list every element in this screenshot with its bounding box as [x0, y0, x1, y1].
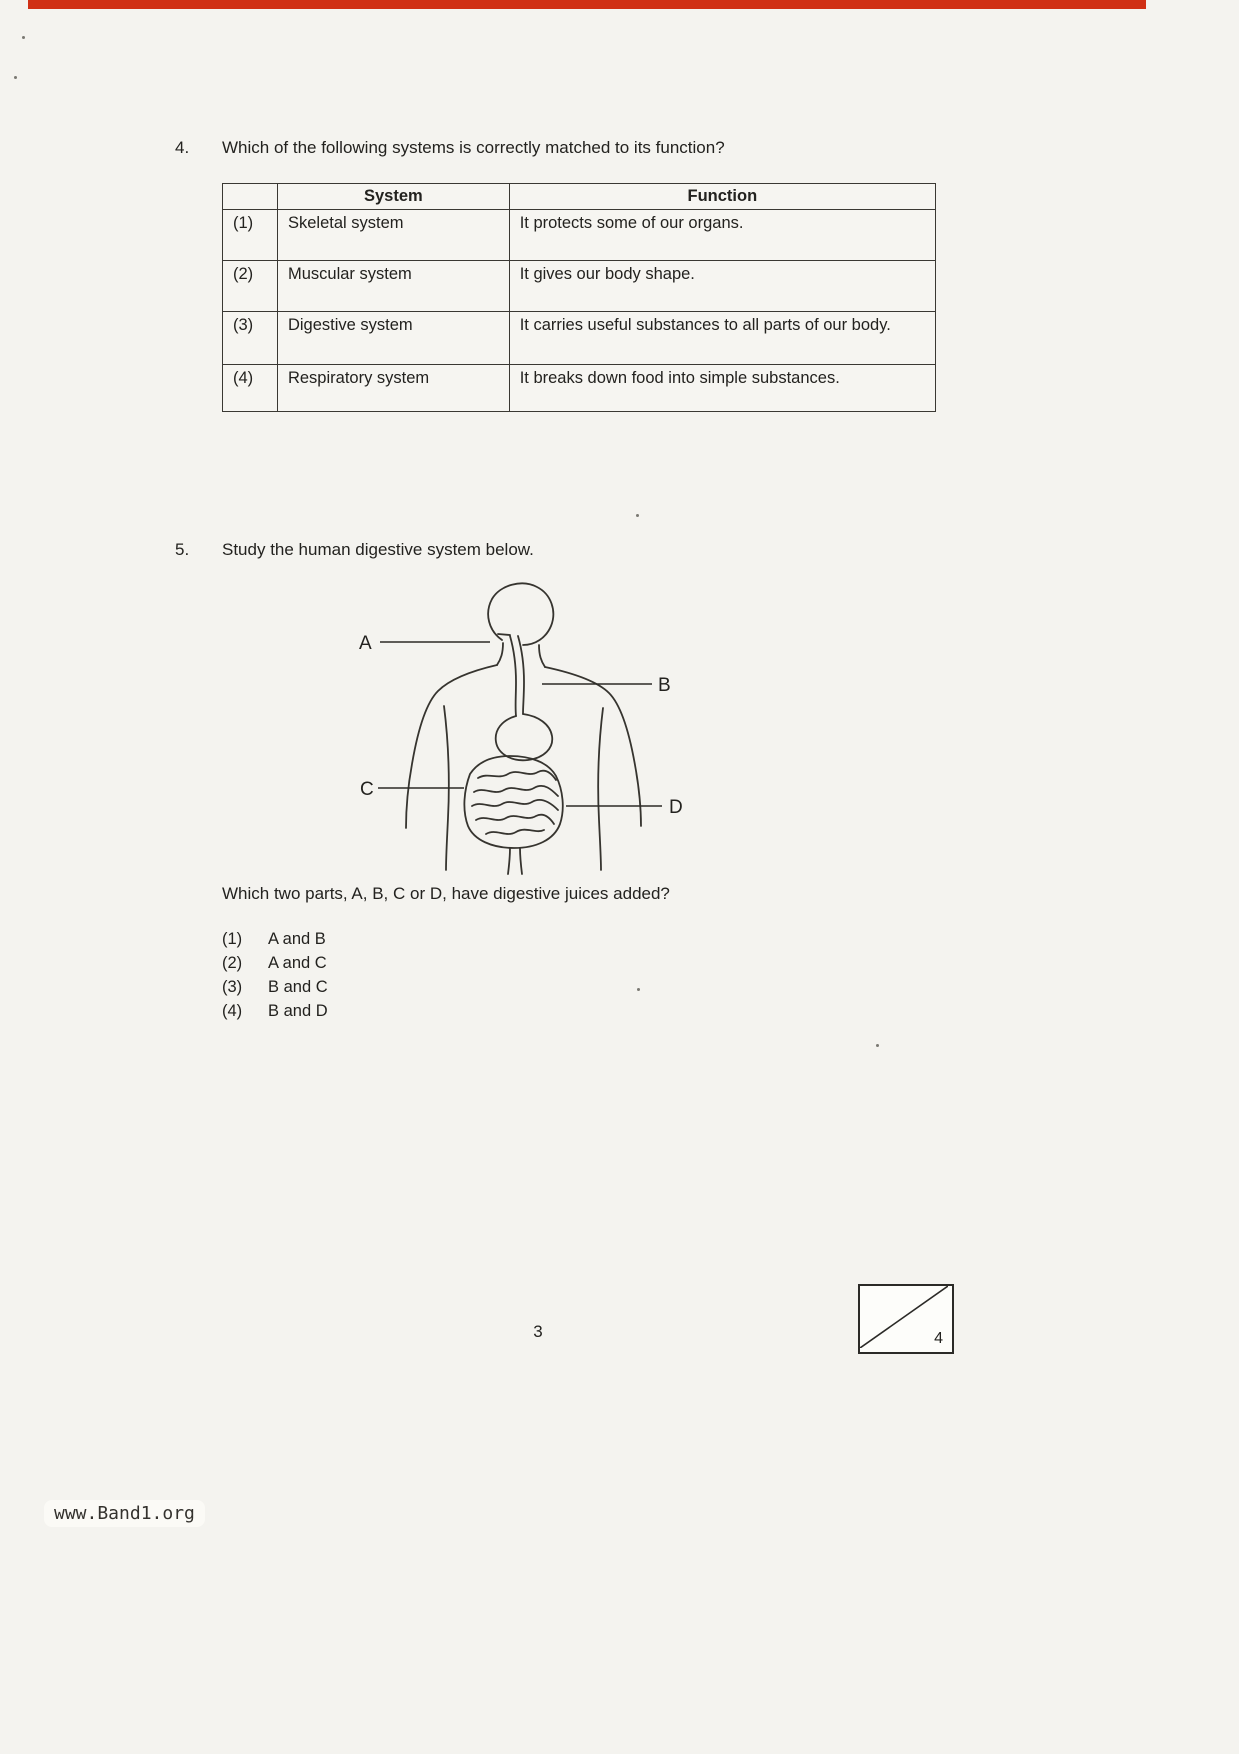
row-option: (2)	[223, 261, 278, 312]
digestive-system-diagram	[352, 578, 688, 878]
row-option: (4)	[223, 365, 278, 412]
question-4-text: Which of the following systems is correctly matched to its function?	[222, 138, 725, 157]
table-header-row	[223, 184, 936, 210]
marks-box-value: 4	[934, 1330, 943, 1347]
option-text: A and B	[268, 930, 326, 948]
option-row	[222, 1002, 328, 1021]
row-system: Muscular system	[277, 261, 509, 312]
option-text: B and D	[268, 1002, 328, 1020]
row-system: Digestive system	[277, 312, 509, 365]
question-5-text: Which two parts, A, B, C or D, have digestive juices added?	[222, 884, 670, 903]
scan-speck	[637, 988, 640, 991]
diagram-label-b: B	[658, 675, 671, 696]
header-function: Function	[509, 184, 935, 210]
question-5-options	[222, 930, 328, 1026]
option-number: (2)	[222, 954, 243, 972]
diagram-label-d: D	[669, 797, 683, 818]
table-row	[223, 365, 936, 412]
row-function: It gives our body shape.	[509, 261, 935, 312]
option-row	[222, 930, 328, 949]
system-function-table	[222, 183, 936, 412]
table-row	[223, 261, 936, 312]
question-4	[175, 138, 725, 158]
question-4-number: 4.	[175, 138, 190, 157]
row-function: It carries useful substances to all parts of our body.	[509, 312, 935, 365]
scan-edge-strip	[28, 0, 1146, 9]
option-text: B and C	[268, 978, 328, 996]
row-system: Respiratory system	[277, 365, 509, 412]
diagram-label-a: A	[359, 633, 372, 654]
row-option: (1)	[223, 210, 278, 261]
scan-speck	[22, 36, 25, 39]
page-number: 3	[533, 1322, 543, 1341]
option-text: A and C	[268, 954, 327, 972]
diagram-label-c: C	[360, 779, 374, 800]
scan-speck	[636, 514, 639, 517]
row-option: (3)	[223, 312, 278, 365]
row-system: Skeletal system	[277, 210, 509, 261]
option-row	[222, 954, 328, 973]
option-number: (4)	[222, 1002, 243, 1020]
table-row	[223, 312, 936, 365]
question-5	[175, 540, 534, 560]
header-system: System	[277, 184, 509, 210]
table-row	[223, 210, 936, 261]
question-5-intro: Study the human digestive system below.	[222, 540, 534, 559]
option-number: (1)	[222, 930, 243, 948]
scan-speck	[876, 1044, 879, 1047]
row-function: It breaks down food into simple substances.	[509, 365, 935, 412]
header-empty	[223, 184, 278, 210]
scan-speck	[14, 76, 17, 79]
marks-box	[858, 1284, 954, 1354]
head-outline	[488, 583, 553, 645]
option-row	[222, 978, 328, 997]
question-5-number: 5.	[175, 540, 190, 559]
option-number: (3)	[222, 978, 243, 996]
row-function: It protects some of our organs.	[509, 210, 935, 261]
watermark: www.Band1.org	[44, 1500, 205, 1527]
